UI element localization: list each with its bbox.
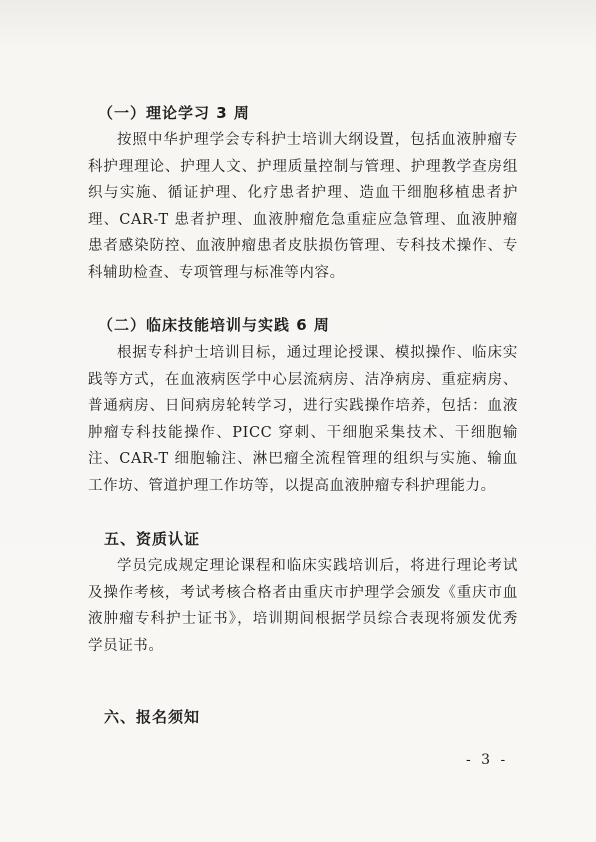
paragraph-certification: 学员完成规定理论课程和临床实践培训后，将进行理论考试及操作考核，考试考核合格者由重庆市护理学会颁发《重庆市血液肿瘤专科护士证书》，培训期间根据学员综合表现将颁发优秀学员证书。 (88, 558, 518, 654)
paragraph-clinical-training: 根据专科护士培训目标，通过理论授课、模拟操作、临床实践等方式，在血液病医学中心层流病房、洁净病房、重症病房、普通病房、日间病房轮转学习，进行实践操作培养，包括：血液肿瘤专科技能操作、PICC 穿刺、干细胞采集技术、干细胞输注、CAR-T 细胞输注、淋巴瘤全流程管理的组织与实施、输血工作坊、管道护理工作坊等，以提高血液肿瘤专科护理能力。 (88, 345, 518, 494)
heading-theory-study: （一）理论学习 3 周 (98, 104, 250, 122)
heading-certification: 五、资质认证 (104, 530, 201, 548)
page-number: - 3 - (466, 752, 509, 768)
heading-registration: 六、报名须知 (104, 708, 201, 726)
heading-clinical-training: （二）临床技能培训与实践 6 周 (98, 316, 330, 334)
paragraph-theory-study: 按照中华护理学会专科护士培训大纲设置，包括血液肿瘤专科护理理论、护理人文、护理质量控制与管理、护理教学查房组织与实施、循证护理、化疗患者护理、造血干细胞移植患者护理、CAR-T 患者护理、血液肿瘤危急重症应急管理、血液肿瘤患者感染防控、血液肿瘤患者皮肤损伤管理、专科技术操作、专科辅助检查、专项管理与标准等内容。 (88, 132, 518, 281)
